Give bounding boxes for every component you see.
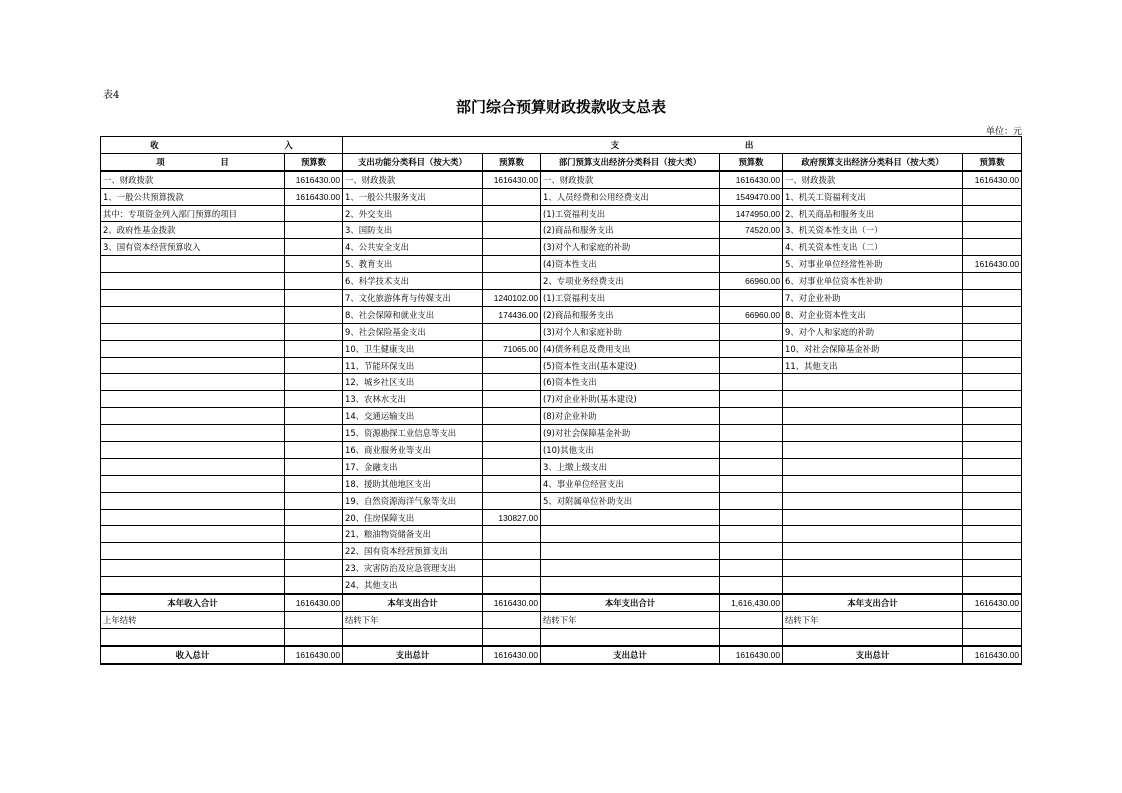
dept-econ-budget bbox=[720, 526, 783, 543]
item-header bbox=[101, 153, 285, 170]
dept-econ-budget bbox=[720, 340, 783, 357]
gov-econ-budget bbox=[963, 239, 1022, 256]
gov-econ-item bbox=[783, 560, 963, 577]
table-row bbox=[101, 442, 1022, 459]
dept-econ-item: 4、事业单位经营支出 bbox=[541, 475, 720, 492]
table-row bbox=[101, 205, 1022, 222]
income-budget bbox=[285, 577, 343, 594]
dept-econ-budget: 1616430.00 bbox=[720, 171, 783, 188]
table-row bbox=[101, 408, 1022, 425]
func-class-budget: 174436.00 bbox=[483, 306, 541, 323]
gov-econ-item bbox=[783, 475, 963, 492]
func-class-budget: 71065.00 bbox=[483, 340, 541, 357]
next-carry-func-value bbox=[483, 611, 541, 628]
gov-econ-budget bbox=[963, 425, 1022, 442]
gov-econ-budget bbox=[963, 273, 1022, 290]
table-row bbox=[101, 391, 1022, 408]
budget-table bbox=[100, 136, 1022, 665]
dept-econ-budget bbox=[720, 492, 783, 509]
item-header-left: 项 bbox=[156, 156, 165, 167]
income-budget bbox=[285, 290, 343, 307]
income-budget bbox=[285, 205, 343, 222]
table-row bbox=[101, 357, 1022, 374]
table-row bbox=[101, 222, 1022, 239]
func-class-budget bbox=[483, 577, 541, 594]
income-budget bbox=[285, 239, 343, 256]
table-row bbox=[101, 306, 1022, 323]
gov-econ-item bbox=[783, 526, 963, 543]
income-budget bbox=[285, 560, 343, 577]
year-income-label: 本年收入合计 bbox=[101, 594, 285, 611]
dept-econ-item: (4)资本性支出 bbox=[541, 256, 720, 273]
func-class-budget bbox=[483, 374, 541, 391]
income-item bbox=[101, 458, 285, 475]
table-row bbox=[101, 171, 1022, 188]
func-class-budget bbox=[483, 239, 541, 256]
gov-econ-budget bbox=[963, 306, 1022, 323]
table-row bbox=[101, 526, 1022, 543]
table-row bbox=[101, 273, 1022, 290]
func-class-budget bbox=[483, 442, 541, 459]
gov-econ-item: 一、财政拨款 bbox=[783, 171, 963, 188]
next-carry-label-dept: 结转下年 bbox=[541, 611, 720, 628]
dept-econ-budget bbox=[720, 458, 783, 475]
func-class-item: 3、国防支出 bbox=[343, 222, 483, 239]
func-class-budget bbox=[483, 256, 541, 273]
table-row bbox=[101, 374, 1022, 391]
item-header-right: 目 bbox=[220, 156, 229, 167]
income-budget bbox=[285, 273, 343, 290]
dept-econ-budget: 74520.00 bbox=[720, 222, 783, 239]
expense-total-label-dept: 支出总计 bbox=[541, 646, 720, 664]
func-class-budget bbox=[483, 357, 541, 374]
func-class-item: 12、城乡社区支出 bbox=[343, 374, 483, 391]
gov-econ-class-header: 政府预算支出经济分类科目（按大类） bbox=[783, 153, 963, 170]
gov-econ-item bbox=[783, 391, 963, 408]
income-item bbox=[101, 273, 285, 290]
table-row bbox=[101, 425, 1022, 442]
dept-econ-item: 5、对附属单位补助支出 bbox=[541, 492, 720, 509]
table-row bbox=[101, 560, 1022, 577]
gov-econ-budget bbox=[963, 391, 1022, 408]
func-class-budget bbox=[483, 408, 541, 425]
dept-econ-budget bbox=[720, 256, 783, 273]
gov-econ-budget bbox=[963, 442, 1022, 459]
func-class-budget bbox=[483, 391, 541, 408]
func-class-item: 15、资源勘探工业信息等支出 bbox=[343, 425, 483, 442]
gov-econ-budget bbox=[963, 458, 1022, 475]
income-budget bbox=[285, 357, 343, 374]
gov-econ-item bbox=[783, 425, 963, 442]
income-item bbox=[101, 442, 285, 459]
gov-econ-budget bbox=[963, 222, 1022, 239]
dept-econ-item: (2)商品和服务支出 bbox=[541, 222, 720, 239]
spacer-cell bbox=[343, 628, 483, 645]
gov-econ-budget bbox=[963, 492, 1022, 509]
next-carry-dept-value bbox=[720, 611, 783, 628]
dept-econ-item: (3)对个人和家庭的补助 bbox=[541, 239, 720, 256]
table-row bbox=[101, 340, 1022, 357]
dept-econ-item bbox=[541, 526, 720, 543]
func-class-item: 8、社会保障和就业支出 bbox=[343, 306, 483, 323]
table-number: 表4 bbox=[103, 90, 120, 101]
func-class-item: 21、粮油物资储备支出 bbox=[343, 526, 483, 543]
expense-total-label-gov: 支出总计 bbox=[783, 646, 963, 664]
income-item: 一、财政拨款 bbox=[101, 171, 285, 188]
dept-econ-budget bbox=[720, 442, 783, 459]
gov-econ-item: 10、对社会保障基金补助 bbox=[783, 340, 963, 357]
gov-econ-budget bbox=[963, 509, 1022, 526]
gov-econ-budget bbox=[963, 340, 1022, 357]
dept-econ-budget: 66960.00 bbox=[720, 306, 783, 323]
func-class-item: 1、一般公共服务支出 bbox=[343, 188, 483, 205]
dept-econ-item: 1、人员经费和公用经费支出 bbox=[541, 188, 720, 205]
income-budget bbox=[285, 374, 343, 391]
income-item bbox=[101, 357, 285, 374]
gov-econ-item bbox=[783, 458, 963, 475]
income-item: 其中：专项资金列入部门预算的项目 bbox=[101, 205, 285, 222]
income-budget bbox=[285, 391, 343, 408]
income-budget bbox=[285, 526, 343, 543]
income-budget bbox=[285, 256, 343, 273]
dept-econ-item: 2、专项业务经费支出 bbox=[541, 273, 720, 290]
income-group-left: 收 bbox=[150, 139, 159, 150]
func-class-budget: 1240102.00 bbox=[483, 290, 541, 307]
expense-group-header bbox=[343, 137, 1022, 154]
dept-econ-class-header: 部门预算支出经济分类科目（按大类） bbox=[541, 153, 720, 170]
gov-econ-item: 9、对个人和家庭的补助 bbox=[783, 323, 963, 340]
year-expense-label-func: 本年支出合计 bbox=[343, 594, 483, 611]
gov-econ-item bbox=[783, 374, 963, 391]
budget-header-gov: 预算数 bbox=[963, 153, 1022, 170]
unit-label: 单位：元 bbox=[986, 127, 1023, 137]
table-row bbox=[101, 290, 1022, 307]
dept-econ-item bbox=[541, 560, 720, 577]
year-expense-label-dept: 本年支出合计 bbox=[541, 594, 720, 611]
gov-econ-budget bbox=[963, 543, 1022, 560]
income-item bbox=[101, 526, 285, 543]
income-group-header bbox=[101, 137, 343, 154]
func-class-budget: 130827.00 bbox=[483, 509, 541, 526]
income-budget bbox=[285, 222, 343, 239]
gov-econ-item: 7、对企业补助 bbox=[783, 290, 963, 307]
dept-econ-budget: 1549470.00 bbox=[720, 188, 783, 205]
gov-econ-budget bbox=[963, 188, 1022, 205]
table-row bbox=[101, 239, 1022, 256]
func-class-item: 11、节能环保支出 bbox=[343, 357, 483, 374]
func-class-item: 20、住房保障支出 bbox=[343, 509, 483, 526]
gov-econ-item bbox=[783, 492, 963, 509]
budget-header-dept: 预算数 bbox=[720, 153, 783, 170]
income-item bbox=[101, 577, 285, 594]
prev-carry-value bbox=[285, 611, 343, 628]
gov-econ-budget bbox=[963, 475, 1022, 492]
spacer-cell bbox=[483, 628, 541, 645]
income-item bbox=[101, 306, 285, 323]
func-class-budget: 1616430.00 bbox=[483, 171, 541, 188]
func-class-item: 22、国有资本经营预算支出 bbox=[343, 543, 483, 560]
gov-econ-budget bbox=[963, 560, 1022, 577]
table-row bbox=[101, 475, 1022, 492]
dept-econ-item: (1)工资福利支出 bbox=[541, 290, 720, 307]
dept-econ-budget bbox=[720, 543, 783, 560]
dept-econ-budget bbox=[720, 577, 783, 594]
income-item: 1、一般公共预算拨款 bbox=[101, 188, 285, 205]
func-class-budget bbox=[483, 526, 541, 543]
gov-econ-budget bbox=[963, 357, 1022, 374]
dept-econ-item: (4)债务利息及费用支出 bbox=[541, 340, 720, 357]
spacer-cell bbox=[783, 628, 963, 645]
income-total-value: 1616430.00 bbox=[285, 646, 343, 664]
income-budget bbox=[285, 425, 343, 442]
gov-econ-item: 6、对事业单位资本性补助 bbox=[783, 273, 963, 290]
table-row bbox=[101, 492, 1022, 509]
year-total-row bbox=[101, 594, 1022, 611]
func-class-item: 23、灾害防治及应急管理支出 bbox=[343, 560, 483, 577]
income-item bbox=[101, 425, 285, 442]
dept-econ-budget bbox=[720, 408, 783, 425]
func-class-budget bbox=[483, 273, 541, 290]
func-class-item: 9、社会保险基金支出 bbox=[343, 323, 483, 340]
table-row bbox=[101, 577, 1022, 594]
func-class-budget bbox=[483, 492, 541, 509]
func-class-budget bbox=[483, 458, 541, 475]
income-item bbox=[101, 509, 285, 526]
income-budget bbox=[285, 442, 343, 459]
dept-econ-budget bbox=[720, 374, 783, 391]
year-expense-gov-value: 1616430.00 bbox=[963, 594, 1022, 611]
gov-econ-budget bbox=[963, 323, 1022, 340]
income-budget: 1616430.00 bbox=[285, 188, 343, 205]
income-item bbox=[101, 256, 285, 273]
group-header-row bbox=[101, 137, 1022, 154]
income-item bbox=[101, 391, 285, 408]
func-class-item: 2、外交支出 bbox=[343, 205, 483, 222]
table-row bbox=[101, 323, 1022, 340]
dept-econ-item bbox=[541, 509, 720, 526]
gov-econ-budget bbox=[963, 374, 1022, 391]
spacer-row bbox=[101, 628, 1022, 645]
spacer-cell bbox=[963, 628, 1022, 645]
page-title: 部门综合预算财政拨款收支总表 bbox=[455, 98, 666, 116]
gov-econ-budget bbox=[963, 526, 1022, 543]
income-item bbox=[101, 475, 285, 492]
income-item bbox=[101, 323, 285, 340]
grand-total-row bbox=[101, 646, 1022, 664]
income-item bbox=[101, 543, 285, 560]
gov-econ-item: 5、对事业单位经常性补助 bbox=[783, 256, 963, 273]
dept-econ-budget bbox=[720, 509, 783, 526]
expense-group-right: 出 bbox=[744, 139, 754, 150]
dept-econ-item: (10)其他支出 bbox=[541, 442, 720, 459]
spacer-cell bbox=[720, 628, 783, 645]
func-class-budget bbox=[483, 188, 541, 205]
dept-econ-budget bbox=[720, 425, 783, 442]
table-row bbox=[101, 543, 1022, 560]
income-budget bbox=[285, 340, 343, 357]
dept-econ-budget bbox=[720, 475, 783, 492]
table-row bbox=[101, 256, 1022, 273]
func-class-item: 18、援助其他地区支出 bbox=[343, 475, 483, 492]
dept-econ-item bbox=[541, 543, 720, 560]
gov-econ-item: 3、机关资本性支出（一） bbox=[783, 222, 963, 239]
income-item bbox=[101, 492, 285, 509]
income-budget bbox=[285, 475, 343, 492]
table-row bbox=[101, 458, 1022, 475]
func-class-budget bbox=[483, 475, 541, 492]
income-item bbox=[101, 374, 285, 391]
dept-econ-item: (8)对企业补助 bbox=[541, 408, 720, 425]
year-income-value: 1616430.00 bbox=[285, 594, 343, 611]
gov-econ-item bbox=[783, 577, 963, 594]
dept-econ-budget bbox=[720, 239, 783, 256]
gov-econ-item bbox=[783, 442, 963, 459]
dept-econ-budget bbox=[720, 290, 783, 307]
func-class-budget bbox=[483, 323, 541, 340]
func-class-item: 7、文化旅游体育与传媒支出 bbox=[343, 290, 483, 307]
gov-econ-item: 1、机关工资福利支出 bbox=[783, 188, 963, 205]
expense-group-left: 支 bbox=[610, 139, 620, 150]
income-group-right: 入 bbox=[284, 139, 293, 150]
func-class-item: 4、公共安全支出 bbox=[343, 239, 483, 256]
dept-econ-budget bbox=[720, 323, 783, 340]
func-class-item: 5、教育支出 bbox=[343, 256, 483, 273]
income-item bbox=[101, 560, 285, 577]
income-budget bbox=[285, 543, 343, 560]
income-item: 2、政府性基金拨款 bbox=[101, 222, 285, 239]
spacer-cell bbox=[541, 628, 720, 645]
income-item bbox=[101, 340, 285, 357]
dept-econ-item: (2)商品和服务支出 bbox=[541, 306, 720, 323]
expense-total-label-func: 支出总计 bbox=[343, 646, 483, 664]
income-item bbox=[101, 408, 285, 425]
func-class-budget bbox=[483, 425, 541, 442]
dept-econ-budget bbox=[720, 560, 783, 577]
dept-econ-item: (3)对个人和家庭补助 bbox=[541, 323, 720, 340]
gov-econ-item bbox=[783, 408, 963, 425]
func-class-budget bbox=[483, 560, 541, 577]
next-carry-gov-value bbox=[963, 611, 1022, 628]
dept-econ-item: 3、上缴上级支出 bbox=[541, 458, 720, 475]
gov-econ-item bbox=[783, 509, 963, 526]
income-budget bbox=[285, 323, 343, 340]
budget-header-func: 预算数 bbox=[483, 153, 541, 170]
gov-econ-item bbox=[783, 543, 963, 560]
gov-econ-item: 11、其他支出 bbox=[783, 357, 963, 374]
func-class-item: 16、商业服务业等支出 bbox=[343, 442, 483, 459]
func-class-item: 6、科学技术支出 bbox=[343, 273, 483, 290]
prev-carry-label: 上年结转 bbox=[101, 611, 285, 628]
expense-total-gov-value: 1616430.00 bbox=[963, 646, 1022, 664]
income-budget bbox=[285, 458, 343, 475]
func-class-item: 13、农林水支出 bbox=[343, 391, 483, 408]
dept-econ-item: (1)工资福利支出 bbox=[541, 205, 720, 222]
dept-econ-item: (7)对企业补助(基本建设) bbox=[541, 391, 720, 408]
budget-header-income: 预算数 bbox=[285, 153, 343, 170]
func-class-budget bbox=[483, 222, 541, 239]
gov-econ-item: 2、机关商品和服务支出 bbox=[783, 205, 963, 222]
next-carry-label-func: 结转下年 bbox=[343, 611, 483, 628]
func-class-budget bbox=[483, 543, 541, 560]
func-class-item: 17、金融支出 bbox=[343, 458, 483, 475]
carry-over-row bbox=[101, 611, 1022, 628]
gov-econ-budget bbox=[963, 408, 1022, 425]
func-class-item: 19、自然资源海洋气象等支出 bbox=[343, 492, 483, 509]
dept-econ-budget bbox=[720, 391, 783, 408]
expense-total-func-value: 1616430.00 bbox=[483, 646, 541, 664]
func-class-item: 一、财政拨款 bbox=[343, 171, 483, 188]
dept-econ-item: 一、财政拨款 bbox=[541, 171, 720, 188]
year-expense-func-value: 1616430.00 bbox=[483, 594, 541, 611]
income-budget bbox=[285, 306, 343, 323]
func-class-item: 10、卫生健康支出 bbox=[343, 340, 483, 357]
gov-econ-item: 8、对企业资本性支出 bbox=[783, 306, 963, 323]
func-class-item: 24、其他支出 bbox=[343, 577, 483, 594]
income-item: 3、国有资本经营预算收入 bbox=[101, 239, 285, 256]
next-carry-label-gov: 结转下年 bbox=[783, 611, 963, 628]
table-row bbox=[101, 509, 1022, 526]
dept-econ-item bbox=[541, 577, 720, 594]
table-row bbox=[101, 188, 1022, 205]
gov-econ-budget bbox=[963, 290, 1022, 307]
spacer-cell bbox=[285, 628, 343, 645]
dept-econ-budget bbox=[720, 357, 783, 374]
dept-econ-budget: 1474950.00 bbox=[720, 205, 783, 222]
gov-econ-budget: 1616430.00 bbox=[963, 256, 1022, 273]
func-class-item: 14、交通运输支出 bbox=[343, 408, 483, 425]
func-class-budget bbox=[483, 205, 541, 222]
dept-econ-item: (9)对社会保障基金补助 bbox=[541, 425, 720, 442]
dept-econ-budget: 66960.00 bbox=[720, 273, 783, 290]
year-expense-dept-value: 1,616,430.00 bbox=[720, 594, 783, 611]
income-total-label: 收入总计 bbox=[101, 646, 285, 664]
income-budget bbox=[285, 509, 343, 526]
dept-econ-item: (6)资本性支出 bbox=[541, 374, 720, 391]
expense-total-dept-value: 1616430.00 bbox=[720, 646, 783, 664]
income-budget bbox=[285, 492, 343, 509]
income-budget bbox=[285, 408, 343, 425]
income-item bbox=[101, 290, 285, 307]
year-expense-label-gov: 本年支出合计 bbox=[783, 594, 963, 611]
func-class-header: 支出功能分类科目（按大类） bbox=[343, 153, 483, 170]
gov-econ-budget: 1616430.00 bbox=[963, 171, 1022, 188]
gov-econ-item: 4、机关资本性支出（二） bbox=[783, 239, 963, 256]
gov-econ-budget bbox=[963, 205, 1022, 222]
dept-econ-item: (5)资本性支出(基本建设) bbox=[541, 357, 720, 374]
column-header-row bbox=[101, 153, 1022, 170]
gov-econ-budget bbox=[963, 577, 1022, 594]
spacer-cell bbox=[101, 628, 285, 645]
income-budget: 1616430.00 bbox=[285, 171, 343, 188]
